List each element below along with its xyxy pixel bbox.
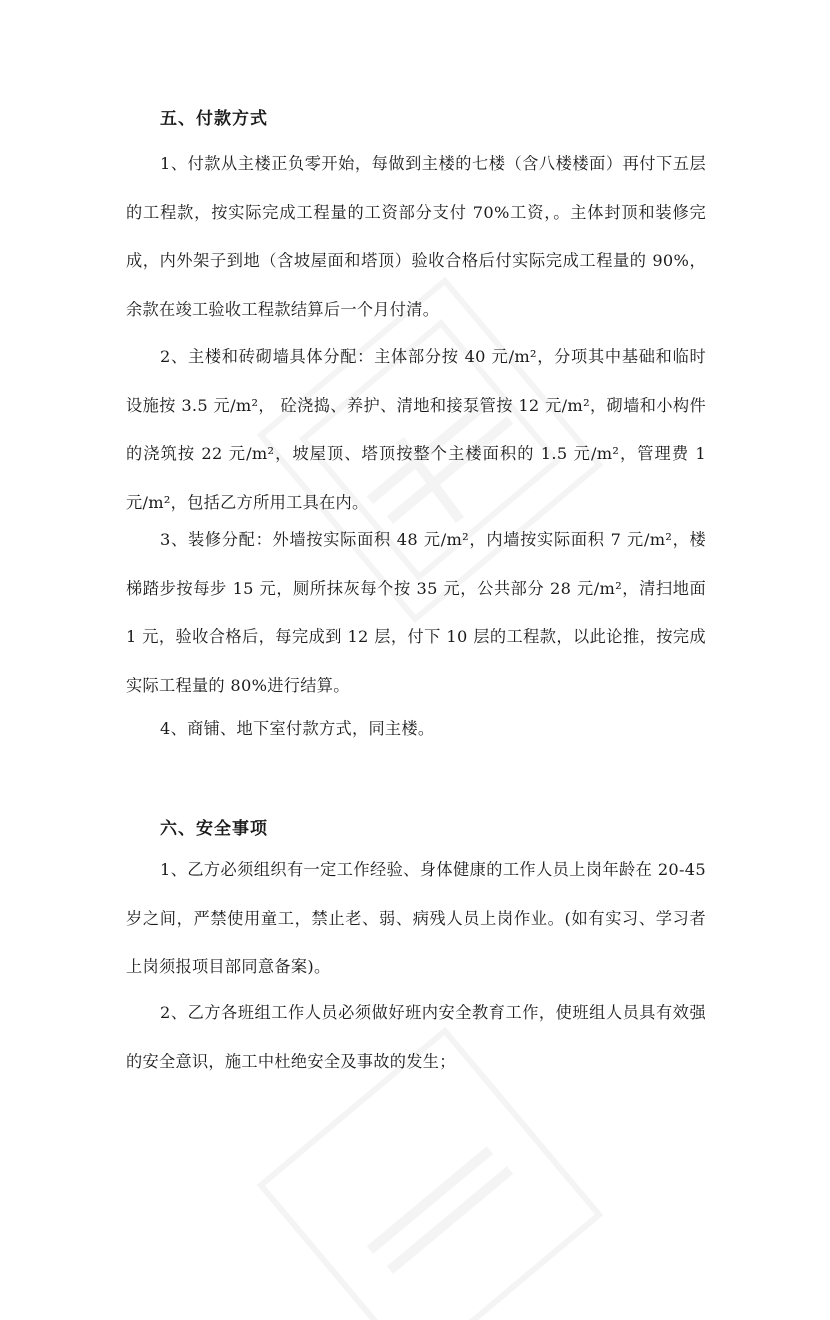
paragraph-safety-1: 1、乙方必须组织有一定工作经验、身体健康的工作人员上岗年龄在 20-45 岁之间，严禁使用童工，禁止老、弱、病残人员上岗作业。(如有实习、学习者上岗须报项目部同意备案)。 bbox=[126, 860, 706, 976]
paragraph-payment-2: 2、主楼和砖砌墙具体分配：主体部分按 40 元/m²，分项其中基础和临时设施按 3.5 元/m²， 砼浇捣、养护、清地和接泵管按 12 元/m²，砌墙和小构件的浇筑按 22 元/m²，坡屋顶、塔顶按整个主楼面积的 1.5 元/m²，管理费 1 元/m²，包括乙方所用工具在内。 bbox=[126, 347, 706, 512]
paragraph-payment-3: 3、装修分配：外墙按实际面积 48 元/m²，内墙按实际面积 7 元/m²，楼梯踏步按每步 15 元，厕所抹灰每个按 35 元，公共部分 28 元/m²，清扫地面 1 元，验收合格后，每完成到 12 层，付下 10 层的工程款，以此论推，按完成实际工程量的 80%进行结算。 bbox=[126, 530, 706, 695]
paragraph-safety-2: 2、乙方各班组工作人员必须做好班内安全教育工作，使班组人员具有效强的安全意识，施工中杜绝安全及事故的发生； bbox=[126, 1003, 706, 1071]
section-heading-safety: 六、安全事项 bbox=[160, 819, 268, 839]
section-heading-payment: 五、付款方式 bbox=[160, 109, 268, 129]
paragraph-payment-4: 4、商铺、地下室付款方式，同主楼。 bbox=[160, 719, 435, 738]
paragraph-payment-1: 1、付款从主楼正负零开始，每做到主楼的七楼（含八楼楼面）再付下五层的工程款，按实际完成工程量的工资部分支付 70%工资，。主体封顶和装修完成，内外架子到地（含坡屋面和塔顶）验收合格后付实际完成工程量的 90%，余款在竣工验收工程款结算后一个月付清。 bbox=[126, 154, 707, 319]
